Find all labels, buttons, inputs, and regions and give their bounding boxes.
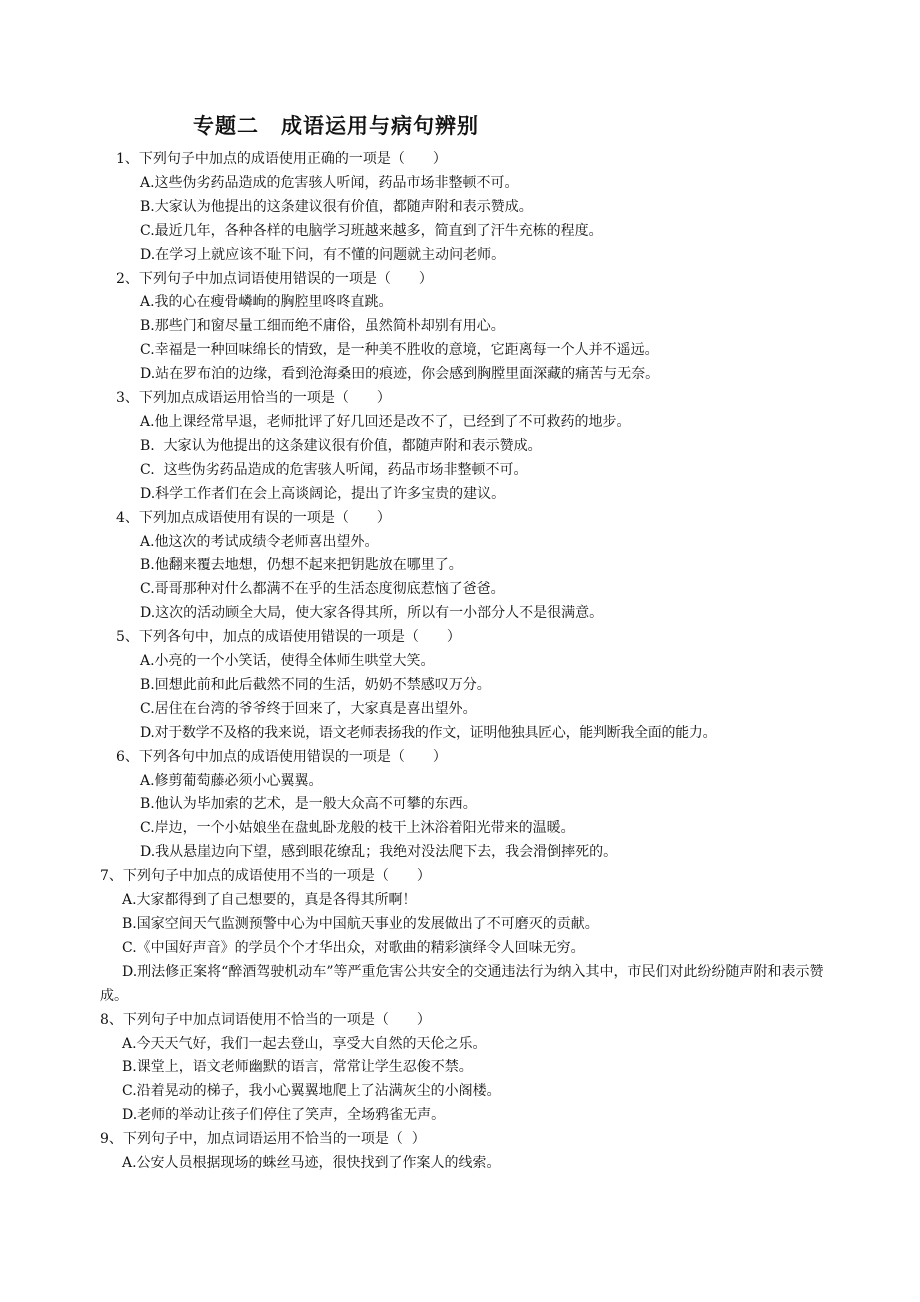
- question-4-option-b: B.他翻来覆去地想，仍想不起来把钥匙放在哪里了。: [140, 557, 463, 574]
- question-2-stem: 2、下列句子中加点词语使用错误的一项是（ ）: [116, 270, 433, 287]
- question-8-stem: 8、下列句子中加点词语使用不恰当的一项是（ ）: [100, 1011, 431, 1028]
- question-4-option-c: C.哥哥那种对什么都满不在乎的生活态度彻底惹恼了爸爸。: [140, 581, 505, 598]
- question-3-option-c: C. 这些伪劣药品造成的危害骇人听闻，药品市场非整顿不可。: [140, 461, 528, 478]
- question-list: [100, 148, 830, 1176]
- question-6-option-d: D.我从悬崖边向下望，感到眼花缭乱；我绝对没法爬下去，我会滑倒摔死的。: [140, 844, 618, 861]
- question-4-option-d: D.这次的活动顾全大局，使大家各得其所，所以有一小部分人不是很满意。: [140, 605, 604, 622]
- question-7-option-b: B.国家空间天气监测预警中心为中国航天事业的发展做出了不可磨灭的贡献。: [122, 916, 599, 932]
- question-5-option-d: D.对于数学不及格的我来说，语文老师表扬我的作文，证明他独具匠心，能判断我全面的能力。: [140, 724, 717, 741]
- question-6-stem: 6、下列各句中加点的成语使用错误的一项是（ ）: [116, 748, 447, 765]
- question-9-stem: 9、下列句子中，加点词语运用不恰当的一项是（ ）: [100, 1131, 426, 1148]
- question-9-option-a: A.公安人员根据现场的蛛丝马迹，很快找到了作案人的线索。: [122, 1155, 501, 1172]
- question-4-option-a: A.他这次的考试成绩令老师喜出望外。: [140, 533, 379, 550]
- question-2-option-c: C.幸福是一种回味绵长的情致，是一种美不胜收的意境，它距离每一个人并不遥远。: [140, 342, 659, 359]
- question-3-stem: 3、下列加点成语运用恰当的一项是（ ）: [116, 390, 391, 407]
- question-6-option-c: C.岸边，一个小姑娘坐在盘虬卧龙般的枝干上沐浴着阳光带来的温暖。: [140, 820, 575, 837]
- question-2-option-b: B.那些门和窗尽量工细而绝不庸俗，虽然简朴却别有用心。: [140, 318, 505, 335]
- question-7-option-d: D.刑法修正案将“醉酒驾驶机动车”等严重危害公共安全的交通违法行为纳入其中，市民们对此纷纷随声附和表示赞成。: [100, 963, 824, 1004]
- question-5-option-c: C.居住在台湾的爷爷终于回来了，大家真是喜出望外。: [140, 700, 477, 717]
- question-3-option-b: B. 大家认为他提出的这条建议很有价值，都随声附和表示赞成。: [140, 437, 542, 454]
- question-1-option-c: C.最近几年，各种各样的电脑学习班越来越多，简直到了汗牛充栋的程度。: [140, 222, 603, 239]
- question-1-option-d: D.在学习上就应该不耻下问，有不懂的问题就主动问老师。: [140, 246, 506, 263]
- question-8-option-b: B.课堂上，语文老师幽默的语言，常常让学生忍俊不禁。: [122, 1059, 473, 1076]
- question-1-option-b: B.大家认为他提出的这条建议很有价值，都随声附和表示赞成。: [140, 198, 533, 215]
- page-title: 专题二 成语运用与病句辨别: [193, 114, 479, 138]
- question-3-option-d: D.科学工作者们在会上高谈阔论，提出了许多宝贵的建议。: [140, 485, 506, 502]
- question-4-stem: 4、下列加点成语使用有误的一项是（ ）: [116, 509, 391, 526]
- question-8-option-a: A.今天天气好，我们一起去登山，享受大自然的天伦之乐。: [122, 1035, 487, 1052]
- question-2-option-d: D.站在罗布泊的边缘，看到沧海桑田的痕迹，你会感到胸膛里面深藏的痛苦与无奈。: [140, 366, 660, 383]
- question-8-option-c: C.沿着晃动的梯子，我小心翼翼地爬上了沾满灰尘的小阁楼。: [122, 1083, 501, 1100]
- question-3-option-a: A.他上课经常早退，老师批评了好几回还是改不了，已经到了不可救药的地步。: [140, 413, 631, 430]
- question-7-option-a: A.大家都得到了自己想要的，真是各得其所啊！: [122, 892, 417, 909]
- question-6-option-a: A.修剪葡萄藤必须小心翼翼。: [140, 772, 323, 789]
- question-5-stem: 5、下列各句中，加点的成语使用错误的一项是（ ）: [116, 629, 461, 646]
- question-8-option-d: D.老师的举动让孩子们停住了笑声，全场鸦雀无声。: [122, 1107, 446, 1124]
- question-7-stem: 7、下列句子中加点的成语使用不当的一项是（ ）: [100, 868, 431, 885]
- question-1-option-a: A.这些伪劣药品造成的危害骇人听闻，药品市场非整顿不可。: [140, 174, 519, 191]
- question-5-option-b: B.回想此前和此后截然不同的生活，奶奶不禁感叹万分。: [140, 676, 491, 693]
- question-1-stem: 1、下列句子中加点的成语使用正确的一项是（ ）: [116, 151, 447, 167]
- question-6-option-b: B.他认为毕加索的艺术，是一般大众高不可攀的东西。: [140, 796, 477, 813]
- question-5-option-a: A.小亮的一个小笑话，使得全体师生哄堂大笑。: [140, 653, 435, 670]
- question-7-option-c: C.《中国好声音》的学员个个才华出众，对歌曲的精彩演绎令人回味无穷。: [122, 939, 585, 956]
- question-2-option-a: A.我的心在瘦骨嶙峋的胸腔里咚咚直跳。: [140, 294, 393, 311]
